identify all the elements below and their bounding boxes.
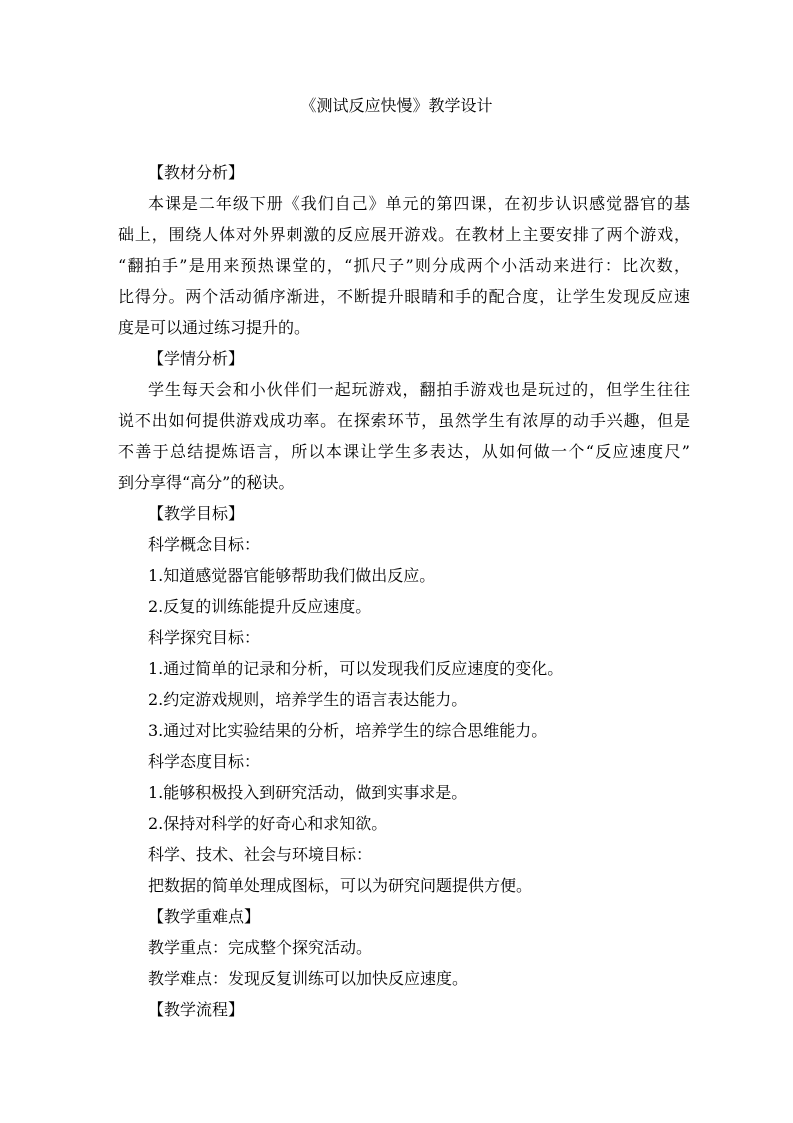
text-line: 学生每天会和小伙伴们一起玩游戏，翻拍手游戏也是玩过的，但学生往往 — [148, 380, 690, 399]
text-line: 【学情分析】 — [148, 349, 245, 368]
text-line: 科学态度目标： — [148, 752, 261, 771]
text-line: 2.反复的训练能提升反应速度。 — [148, 597, 372, 616]
text-line: 1.知道感觉器官能够帮助我们做出反应。 — [148, 566, 436, 585]
document-title: 《测试反应快慢》教学设计 — [300, 96, 493, 115]
text-line: 到分享得“高分”的秘诀。 — [118, 473, 295, 492]
text-line: 不善于总结提炼语言，所以本课让学生多表达，从如何做一个“反应速度尺” — [118, 442, 690, 461]
text-line: 把数据的简单处理成图标，可以为研究问题提供方便。 — [148, 876, 533, 895]
text-line: 说不出如何提供游戏成功率。在探索环节，虽然学生有浓厚的动手兴趣，但是 — [118, 411, 690, 430]
text-line: 科学概念目标： — [148, 535, 261, 554]
text-line: 础上，围绕人体对外界刺激的反应展开游戏。在教材上主要安排了两个游戏， — [118, 225, 690, 244]
text-line: 科学、技术、社会与环境目标： — [148, 845, 373, 864]
text-line: 1.能够积极投入到研究活动，做到实事求是。 — [148, 783, 468, 802]
text-line: 教学难点：发现反复训练可以加快反应速度。 — [148, 969, 469, 988]
text-line: “翻拍手”是用来预热课堂的，“抓尺子”则分成两个小活动来进行：比次数， — [118, 256, 690, 275]
document-body — [118, 157, 690, 1025]
text-line: 度是可以通过练习提升的。 — [118, 318, 311, 337]
text-line: 2.保持对科学的好奇心和求知欲。 — [148, 814, 388, 833]
text-line: 【教学流程】 — [148, 1000, 245, 1019]
text-line: 教学重点：完成整个探究活动。 — [148, 938, 373, 957]
text-line: 本课是二年级下册《我们自己》单元的第四课，在初步认识感觉器官的基 — [148, 194, 690, 213]
text-line: 1.通过简单的记录和分析，可以发现我们反应速度的变化。 — [148, 659, 564, 678]
text-line: 3.通过对比实验结果的分析，培养学生的综合思维能力。 — [148, 721, 548, 740]
text-line: 比得分。两个活动循序渐进，不断提升眼睛和手的配合度，让学生发现反应速 — [118, 287, 690, 306]
text-line: 【教学重难点】 — [148, 907, 261, 926]
text-line: 【教材分析】 — [148, 163, 245, 182]
text-line: 科学探究目标： — [148, 628, 261, 647]
text-line: 【教学目标】 — [148, 504, 245, 523]
text-line: 2.约定游戏规则，培养学生的语言表达能力。 — [148, 690, 468, 709]
